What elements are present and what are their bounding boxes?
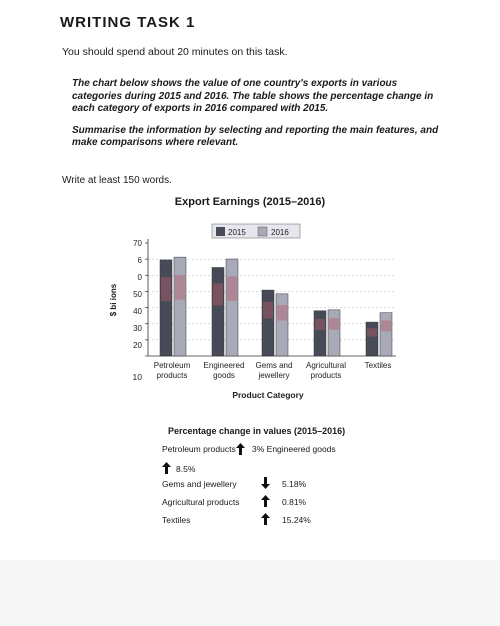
legend-swatch-2016	[258, 227, 267, 236]
table-row-textiles-label: Textiles	[162, 515, 191, 525]
prompt-paragraph-2: Summarise the information by selecting and reporting the main features, and make comparisons where relevant.	[72, 124, 439, 148]
up-arrow-icon	[261, 495, 270, 507]
bar-2016	[328, 310, 340, 356]
bar-2016	[276, 294, 288, 356]
chart-title: Export Earnings (2015–2016)	[174, 196, 326, 208]
bar-2015	[160, 260, 172, 356]
bar-shading	[161, 277, 171, 301]
bar-2015	[212, 267, 224, 356]
word-count-note: Write at least 150 words.	[62, 175, 172, 186]
legend-swatch-2015	[216, 227, 225, 236]
y-tick-label: 6	[137, 256, 142, 265]
bar-2015	[262, 290, 274, 356]
legend-label-2015: 2015	[228, 228, 246, 237]
bar-2015	[314, 311, 326, 356]
bar-shading	[263, 302, 273, 318]
x-tick-label: Gems and	[255, 361, 293, 370]
table-row-engineered-value: 8.5%	[176, 464, 196, 474]
x-tick-label: Textiles	[364, 361, 392, 370]
table-row-gems-value: 5.18%	[282, 479, 307, 489]
up-arrow-icon	[236, 443, 245, 455]
time-instruction: You should spend about 20 minutes on this task.	[62, 46, 288, 58]
y-tick-label: 0	[137, 273, 142, 282]
bar-shading	[367, 328, 377, 336]
x-tick-label: jewellery	[258, 371, 290, 380]
task-heading: WRITING TASK 1	[60, 14, 196, 31]
bar-shading	[329, 318, 339, 330]
x-tick-label: Agricultural	[305, 361, 347, 370]
bar-shading	[175, 275, 185, 300]
page-bottom-margin	[0, 560, 500, 626]
bar-2016	[380, 313, 392, 356]
prompt-paragraph-1: The chart below shows the value of one country's exports in various categories during 2015 and 2016. The table shows the percentage change in each category of exports in 2016 compared with 2015.	[72, 78, 434, 114]
up-arrow-icon	[261, 513, 270, 525]
legend-label-2016: 2016	[271, 228, 289, 237]
table-row-textiles-value: 15.24%	[282, 515, 311, 525]
y-tick-label: 10	[132, 372, 142, 382]
x-axis-label: Product Category	[232, 390, 304, 400]
y-tick-label: 50	[133, 290, 142, 299]
bar-shading	[213, 283, 223, 305]
bar-2015	[366, 322, 378, 356]
x-tick-label: Engineered	[203, 361, 245, 370]
bar-shading	[315, 319, 325, 330]
bar-shading	[227, 276, 237, 300]
table-row-petroleum-label: Petroleum products	[162, 444, 236, 454]
bar-shading	[381, 320, 391, 331]
bar-shading	[277, 305, 287, 321]
x-tick-label: Petroleum	[153, 361, 191, 370]
y-tick-label: 70	[133, 239, 142, 248]
up-arrow-icon	[162, 462, 171, 474]
table-row-agricultural-label: Agricultural products	[162, 497, 240, 507]
table-row-gems-label: Gems and jewellery	[162, 479, 237, 489]
x-tick-label: products	[310, 371, 342, 380]
y-tick-label: 30	[133, 324, 142, 333]
table-row-petroleum-value: 3% Engineered goods	[252, 444, 336, 454]
y-tick-label: 20	[133, 341, 142, 350]
x-tick-label: products	[156, 371, 188, 380]
table-title: Percentage change in values (2015–2016)	[168, 426, 346, 436]
x-tick-label: goods	[213, 371, 235, 380]
down-arrow-icon	[261, 477, 270, 489]
y-tick-label: 40	[133, 307, 142, 316]
bar-2016	[226, 259, 238, 356]
table-row-agricultural-value: 0.81%	[282, 497, 307, 507]
bar-2016	[174, 257, 186, 356]
y-axis-label: $ bi ions	[109, 283, 118, 317]
